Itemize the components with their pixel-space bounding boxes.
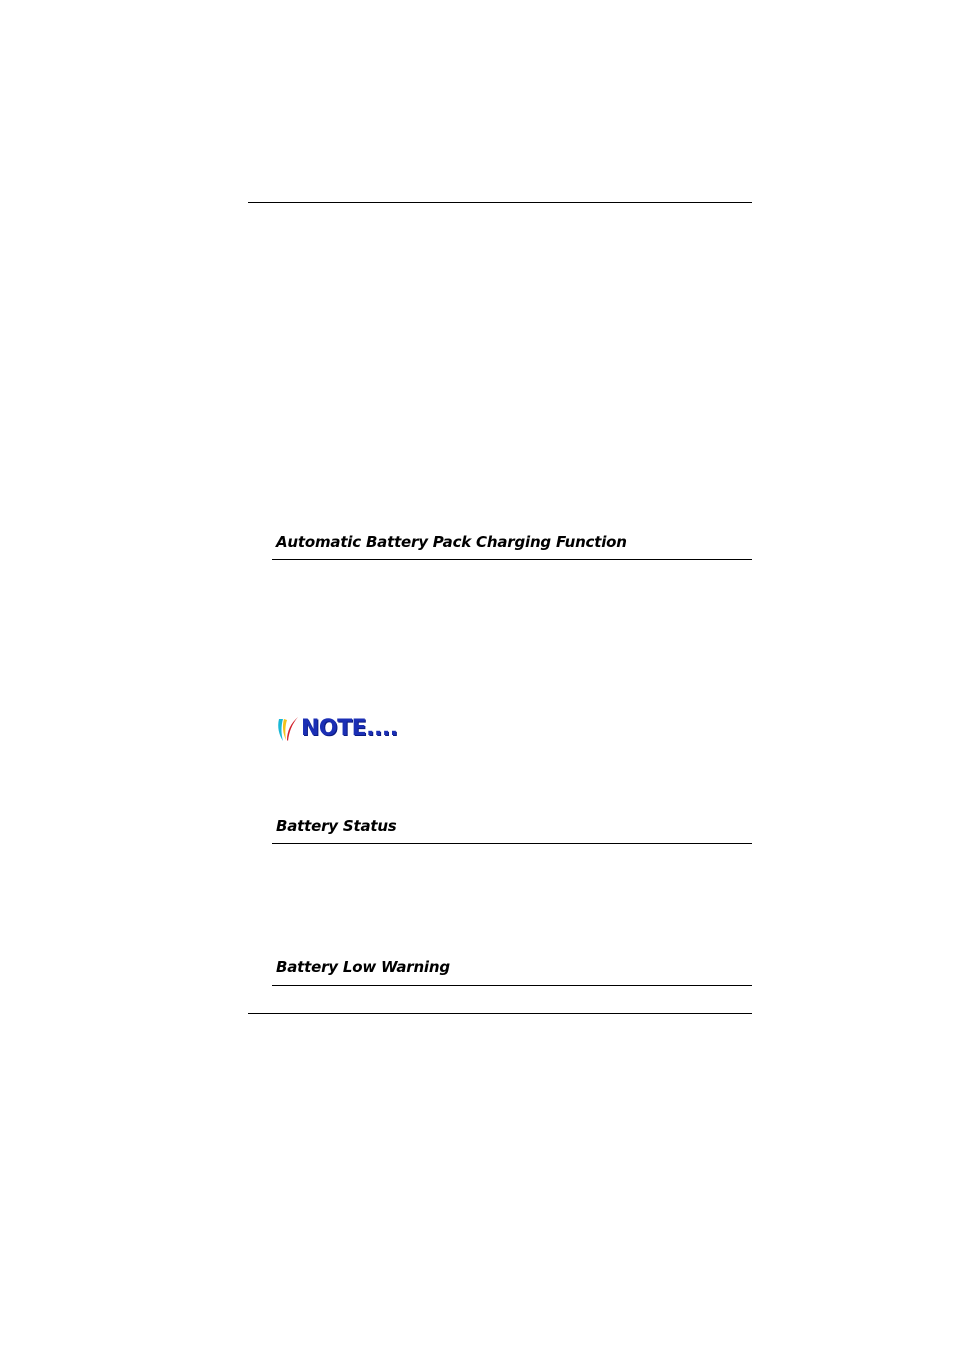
note-swoosh-icon	[276, 715, 300, 743]
page-header-rule	[248, 202, 752, 203]
note-logo	[276, 714, 398, 744]
section-rule-status	[272, 843, 752, 844]
page-footer-rule	[248, 1013, 752, 1014]
note-label: NOTE....	[301, 716, 398, 741]
section-heading-status: Battery Status	[276, 817, 397, 835]
section-rule-charging	[272, 559, 752, 560]
section-heading-charging: Automatic Battery Pack Charging Function	[276, 533, 627, 551]
section-rule-low-warning	[272, 985, 752, 986]
section-heading-low-warning: Battery Low Warning	[276, 958, 450, 976]
